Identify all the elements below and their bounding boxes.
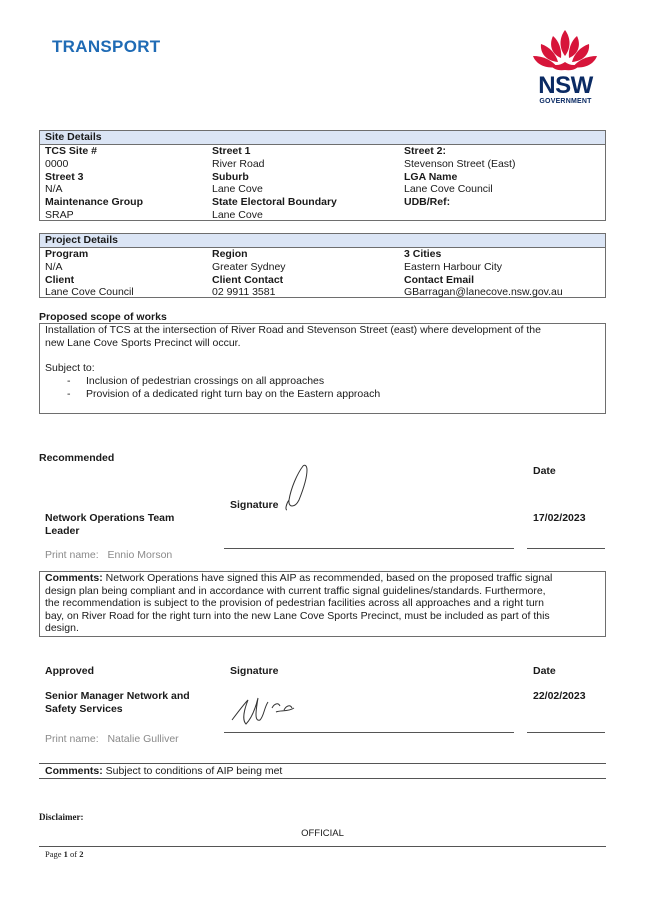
comments-line: design. [45, 622, 79, 635]
cell: Eastern Harbour City [404, 260, 503, 273]
cell: 02 9911 3581 [212, 286, 276, 299]
cell: River Road [212, 157, 265, 170]
brand-title: TRANSPORT [52, 37, 161, 56]
recommended-print-name [45, 549, 172, 561]
cell: Street 2: [404, 145, 447, 157]
comments-label: Comments: [45, 572, 103, 584]
approved-print-name [45, 733, 179, 745]
approved-role-line1: Senior Manager Network and [45, 690, 190, 702]
recommended-role-line1: Network Operations Team [45, 512, 175, 524]
approved-signature-label: Signature [230, 665, 279, 677]
approved-role [45, 690, 190, 716]
cell: Lane Cove Council [45, 286, 134, 299]
approved-date: 22/02/2023 [533, 690, 586, 702]
cell: SRAP [45, 208, 74, 221]
cell: Suburb [212, 170, 249, 183]
cell: GBarragan@lanecove.nsw.gov.au [404, 286, 563, 299]
print-name-label: Print name: [45, 733, 99, 745]
list-item: - Provision of a dedicated right turn bay on the Eastern approach [67, 388, 600, 401]
project-details-table [39, 233, 606, 298]
recommended-signature-label: Signature [230, 499, 279, 511]
cell: Region [212, 248, 248, 260]
print-name-value: Natalie Gulliver [107, 733, 179, 745]
scope-title: Proposed scope of works [39, 311, 167, 323]
page-of: of [67, 849, 80, 859]
cell: N/A [45, 260, 63, 273]
recommended-role [45, 512, 174, 538]
site-details-title: Site Details [40, 131, 605, 145]
cell: 0000 [45, 157, 69, 170]
recommended-role-line2: Leader [45, 525, 80, 537]
recommended-date-label: Date [533, 465, 556, 477]
cell: Street 1 [212, 145, 251, 157]
cell [404, 209, 605, 222]
project-details-title: Project Details [40, 234, 605, 248]
project-details-grid [40, 248, 605, 299]
cell: State Electoral Boundary [212, 196, 337, 209]
page-number [45, 849, 84, 859]
cell: Stevenson Street (East) [404, 157, 516, 170]
list-item: - Inclusion of pedestrian crossings on all approaches [67, 375, 600, 388]
approved-signature-image [228, 690, 300, 730]
approved-role-line2: Safety Services [45, 703, 123, 715]
official-marking: OFFICIAL [301, 828, 344, 839]
page-total: 2 [79, 849, 84, 859]
comments-text: Subject to conditions of AIP being met [102, 765, 283, 777]
scope-subject: Subject to: [45, 362, 95, 375]
logo-government: GOVERNMENT [539, 98, 592, 105]
scope-line-2: new Lane Cove Sports Precinct will occur. [45, 336, 241, 349]
comments-line: bay, on River Road for the right turn into the new Lane Cove Sports Precinct, must be included as part of this [45, 609, 550, 622]
recommended-signature-line [224, 548, 514, 549]
approved-signature-line [224, 732, 514, 733]
recommended-signature-image [283, 464, 317, 512]
recommended-date: 17/02/2023 [533, 512, 586, 524]
site-details-grid [40, 145, 605, 222]
cell: TCS Site # [45, 145, 97, 157]
comments-label: Comments: [45, 765, 103, 777]
cell: Greater Sydney [212, 260, 286, 273]
approved-heading: Approved [45, 665, 95, 677]
print-name-label: Print name: [45, 549, 99, 561]
approved-comments [45, 765, 282, 777]
cell: Lane Cove [212, 183, 263, 196]
cell: Street 3 [45, 170, 84, 183]
scope-box [39, 323, 606, 414]
recommended-date-line [527, 548, 605, 549]
approved-date-label: Date [533, 665, 556, 677]
recommended-comments-box [39, 571, 606, 637]
cell: LGA Name [404, 170, 458, 183]
cell: Maintenance Group [45, 196, 144, 209]
scope-list [45, 375, 600, 401]
approved-date-line [527, 732, 605, 733]
cell: Contact Email [404, 273, 475, 286]
cell: Client [45, 273, 75, 286]
cell: Program [45, 248, 89, 260]
nsw-logo-text [528, 74, 603, 106]
recommended-heading: Recommended [39, 452, 115, 464]
print-name-value: Ennio Morson [107, 549, 173, 561]
approved-comments-top-rule [39, 763, 606, 764]
logo-nsw: NSW [538, 72, 593, 99]
cell: N/A [45, 183, 63, 196]
cell: Lane Cove Council [404, 183, 493, 196]
cell: Lane Cove [212, 208, 263, 221]
page-prefix: Page [45, 849, 64, 859]
approved-comments-bottom-rule [39, 778, 606, 779]
scope-line-1: Installation of TCS at the intersection of River Road and Stevenson Street (east) where development of the [45, 324, 541, 336]
comments-line: Network Operations have signed this AIP as recommended, based on the proposed traffic signal [102, 572, 553, 584]
comments-line: design plan being compliant and in accordance with current traffic signal guidelines/standards. Furthermore, [45, 584, 546, 597]
cell: 3 Cities [404, 248, 442, 260]
site-details-table [39, 130, 606, 221]
page-current: 1 [63, 849, 68, 859]
cell: UDB/Ref: [404, 196, 451, 209]
disclaimer-label: Disclaimer: [39, 812, 84, 822]
footer-rule [39, 846, 606, 847]
comments-line: the recommendation is subject to the provision of pedestrian facilities across all approaches and a right turn [45, 597, 545, 610]
cell: Client Contact [212, 273, 284, 286]
